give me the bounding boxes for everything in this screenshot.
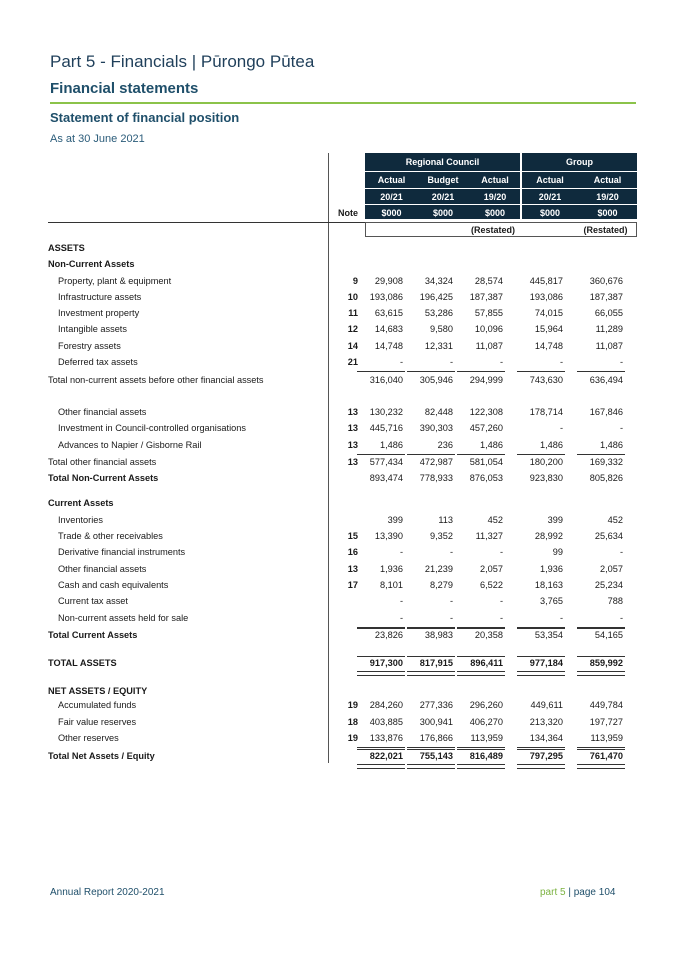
table-row [0, 751, 675, 765]
subtotal-rule [457, 371, 505, 372]
row-value: 25,634 [594, 531, 623, 541]
table-row [0, 613, 675, 627]
column-header: 19/20 [596, 191, 619, 202]
row-value: 23,826 [374, 630, 403, 640]
row-value: 11,087 [475, 341, 503, 351]
row-value: 15,964 [534, 324, 563, 334]
row-value: 761,470 [589, 751, 623, 761]
table-row [0, 259, 675, 273]
row-value: - [449, 547, 453, 557]
row-value: 316,040 [369, 375, 403, 385]
table-row [0, 423, 675, 437]
total-current-rule [517, 628, 565, 629]
row-value: - [559, 423, 563, 433]
total-assets-rule [457, 656, 505, 657]
row-value: - [619, 357, 623, 367]
row-value: 284,260 [369, 700, 403, 710]
row-label: Current Assets [48, 498, 114, 508]
note-column-header: Note [338, 208, 358, 218]
row-value: 917,300 [369, 658, 403, 668]
row-label: Forestry assets [58, 341, 121, 351]
row-value: 18,163 [534, 580, 563, 590]
row-label: Property, plant & equipment [58, 276, 172, 286]
row-value: 9,352 [430, 531, 453, 541]
row-note: 17 [347, 580, 358, 590]
table-row [0, 596, 675, 610]
row-value: 403,885 [369, 717, 403, 727]
subtotal-rule [407, 371, 455, 372]
row-value: 788 [607, 596, 623, 606]
row-value: 236 [437, 440, 453, 450]
table-row [0, 407, 675, 421]
row-note: 13 [347, 440, 358, 450]
row-label: Investment property [58, 308, 140, 318]
row-value: 38,983 [424, 630, 453, 640]
column-header: 20/21 [431, 191, 455, 202]
row-value: 893,474 [369, 473, 403, 483]
total-assets-rule [517, 656, 565, 657]
total-assets-rule [407, 656, 455, 657]
row-value: 452 [607, 515, 623, 525]
total-double-rule [457, 764, 505, 769]
row-value: 193,086 [529, 292, 563, 302]
row-label: Deferred tax assets [58, 357, 138, 367]
row-value: 8,279 [430, 580, 453, 590]
total-equity-rule [517, 749, 565, 750]
row-label: Trade & other receivables [58, 531, 163, 541]
total-double-rule [407, 671, 455, 676]
row-label: Infrastructure assets [58, 292, 142, 302]
row-value: 817,915 [419, 658, 453, 668]
row-value: 53,354 [534, 630, 563, 640]
row-value: 636,494 [589, 375, 623, 385]
row-value: 399 [547, 515, 563, 525]
table-row [0, 341, 675, 355]
table-row [0, 630, 675, 644]
subtotal-rule [577, 371, 625, 372]
row-value: 57,855 [474, 308, 503, 318]
table-row [0, 375, 675, 389]
row-value: 1,486 [600, 440, 623, 450]
row-value: 1,486 [540, 440, 563, 450]
row-value: 778,933 [419, 473, 453, 483]
row-label: Investment in Council-controlled organisations [58, 423, 246, 433]
row-note: 19 [347, 733, 358, 743]
row-value: 896,411 [470, 658, 503, 668]
column-header: 20/21 [538, 191, 562, 202]
row-value: 2,057 [480, 564, 503, 574]
row-value: - [449, 596, 453, 606]
row-value: 113,959 [470, 733, 503, 743]
row-value: 196,425 [419, 292, 453, 302]
row-value: 457,260 [469, 423, 503, 433]
row-value: 169,332 [589, 457, 623, 467]
total-current-rule [457, 628, 505, 629]
table-row [0, 700, 675, 714]
row-value: - [399, 596, 403, 606]
footer-report-name: Annual Report 2020-2021 [50, 887, 165, 898]
row-note: 9 [352, 276, 358, 286]
row-value: 180,200 [529, 457, 563, 467]
row-value: 449,784 [589, 700, 623, 710]
row-value: 14,748 [374, 341, 403, 351]
table-row [0, 324, 675, 338]
row-note: 13 [347, 407, 358, 417]
row-value: 2,057 [600, 564, 623, 574]
row-label: Non-current assets held for sale [58, 613, 189, 623]
row-value: - [619, 613, 623, 623]
row-value: 472,987 [419, 457, 453, 467]
section-title: Financial statements [50, 80, 199, 97]
row-note: 15 [347, 531, 358, 541]
statement-title: Statement of financial position [50, 110, 240, 125]
row-value: 3,765 [540, 596, 563, 606]
total-equity-rule [357, 749, 405, 750]
column-header: $000 [539, 208, 561, 218]
table-row [0, 473, 675, 487]
total-double-rule [357, 671, 405, 676]
row-value: 6,522 [480, 580, 503, 590]
row-value: 1,486 [480, 440, 503, 450]
footer-page-label [540, 887, 615, 898]
row-value: - [399, 613, 403, 623]
row-label: Total Current Assets [48, 630, 138, 640]
row-label: NET ASSETS / EQUITY [48, 686, 148, 696]
row-value: 816,489 [469, 751, 503, 761]
total-double-rule [357, 764, 405, 769]
row-value: 28,574 [474, 276, 503, 286]
row-value: 167,846 [589, 407, 623, 417]
row-label: Non-Current Assets [48, 259, 135, 269]
row-value: 54,165 [594, 630, 623, 640]
row-value: 13,390 [374, 531, 403, 541]
row-label: TOTAL ASSETS [48, 658, 117, 668]
row-label: Current tax asset [58, 596, 128, 606]
row-value: 25,234 [594, 580, 623, 590]
table-row [0, 717, 675, 731]
table-row [0, 515, 675, 529]
header-row-divider [365, 204, 637, 205]
row-value: 74,015 [534, 308, 563, 318]
row-label: Other reserves [58, 733, 119, 743]
total-assets-rule [357, 656, 405, 657]
row-value: 21,239 [424, 564, 453, 574]
row-value: 452 [487, 515, 503, 525]
row-note: 14 [347, 341, 358, 351]
column-header: $000 [432, 208, 454, 218]
row-value: 11,289 [595, 324, 623, 334]
row-value: - [449, 613, 453, 623]
header-row-divider [365, 188, 637, 189]
total-double-rule [407, 764, 455, 769]
row-value: - [619, 423, 623, 433]
total-current-rule [407, 628, 455, 629]
subtotal-rule [457, 454, 505, 455]
subtotal-rule [577, 454, 625, 455]
row-note: 18 [347, 717, 358, 727]
table-row [0, 292, 675, 306]
row-label: Total Non-Current Assets [48, 473, 159, 483]
subtotal-rule [517, 371, 565, 372]
row-value: 977,184 [529, 658, 563, 668]
row-value: 29,908 [374, 276, 403, 286]
row-value: 9,580 [430, 324, 453, 334]
column-header: $000 [484, 208, 506, 218]
row-value: 300,941 [419, 717, 453, 727]
row-value: 305,946 [419, 375, 453, 385]
column-header: Actual [481, 175, 509, 185]
row-value: 20,358 [474, 630, 503, 640]
row-value: 12,331 [424, 341, 453, 351]
row-value: 577,434 [369, 457, 403, 467]
row-value: - [619, 547, 623, 557]
row-value: 130,232 [369, 407, 403, 417]
row-value: - [399, 357, 403, 367]
row-value: 445,817 [529, 276, 563, 286]
row-value: 14,748 [534, 341, 563, 351]
row-value: - [449, 357, 453, 367]
column-header: $000 [597, 208, 618, 218]
total-assets-rule [577, 656, 625, 657]
row-value: 876,053 [469, 473, 503, 483]
row-value: 82,448 [424, 407, 453, 417]
row-value: - [499, 613, 503, 623]
column-header: 19/20 [483, 191, 507, 202]
row-value: 1,936 [380, 564, 403, 574]
row-note: 19 [347, 700, 358, 710]
statement-date: As at 30 June 2021 [50, 133, 145, 145]
header-row-divider [365, 171, 637, 172]
row-label: Total Net Assets / Equity [48, 751, 155, 761]
row-label: Advances to Napier / Gisborne Rail [58, 440, 202, 450]
row-value: 445,716 [369, 423, 403, 433]
row-label: Total non-current assets before other financial assets [48, 375, 264, 385]
row-value: 14,683 [374, 324, 403, 334]
row-value: 822,021 [369, 751, 403, 761]
row-label: Intangible assets [58, 324, 127, 334]
subtotal-rule [517, 747, 565, 748]
footer-separator: | [568, 887, 571, 898]
column-header: $000 [381, 208, 402, 218]
restated-label: (Restated) [470, 225, 515, 235]
row-note: 13 [347, 564, 358, 574]
table-row [0, 276, 675, 290]
table-row [0, 531, 675, 545]
row-value: 11,327 [475, 531, 503, 541]
table-row [0, 457, 675, 471]
row-value: 63,615 [374, 308, 403, 318]
row-value: - [559, 613, 563, 623]
column-header: Actual [377, 175, 406, 185]
row-note: 10 [347, 292, 358, 302]
row-note: 13 [347, 457, 358, 467]
total-current-rule [577, 628, 625, 629]
row-value: 449,611 [530, 700, 563, 710]
row-value: 187,387 [589, 292, 623, 302]
row-value: 66,055 [594, 308, 623, 318]
part-title: Part 5 - Financials | Pūrongo Pūtea [50, 52, 315, 71]
footer-page-number: page 104 [573, 887, 616, 898]
row-label: Fair value reserves [58, 717, 137, 727]
row-label: Inventories [58, 515, 103, 525]
row-value: 581,054 [469, 457, 503, 467]
row-value: 8,101 [380, 580, 403, 590]
row-note: 11 [348, 308, 358, 318]
row-value: 34,324 [424, 276, 453, 286]
row-value: 193,086 [369, 292, 403, 302]
table-row [0, 580, 675, 594]
total-equity-rule [407, 749, 455, 750]
subtotal-rule [577, 747, 625, 748]
row-label: Cash and cash equivalents [58, 580, 169, 590]
total-double-rule [517, 671, 565, 676]
subtotal-rule [357, 371, 405, 372]
row-value: 178,714 [529, 407, 563, 417]
table-row [0, 357, 675, 371]
table-row [0, 686, 675, 700]
row-note: 13 [347, 423, 358, 433]
row-value: 797,295 [529, 751, 563, 761]
total-equity-rule [577, 749, 625, 750]
row-value: 406,270 [469, 717, 503, 727]
row-value: 28,992 [534, 531, 563, 541]
row-value: 113,959 [590, 733, 623, 743]
header-underline [48, 222, 365, 223]
subtotal-rule [407, 454, 455, 455]
row-value: 390,303 [419, 423, 453, 433]
row-note: 16 [347, 547, 358, 557]
column-header: Budget [427, 175, 459, 185]
row-note: 21 [347, 357, 358, 367]
row-note: 12 [347, 324, 358, 334]
subtotal-rule [457, 747, 505, 748]
table-row [0, 547, 675, 561]
table-row [0, 733, 675, 747]
row-value: - [499, 547, 503, 557]
column-header: Actual [593, 175, 622, 185]
row-value: 10,096 [474, 324, 503, 334]
row-value: 197,727 [589, 717, 623, 727]
row-value: 113 [438, 515, 453, 525]
table-row [0, 498, 675, 512]
row-label: Other financial assets [58, 564, 147, 574]
row-value: - [559, 357, 563, 367]
row-value: 122,308 [469, 407, 503, 417]
row-label: Other financial assets [58, 407, 147, 417]
total-double-rule [577, 671, 625, 676]
row-value: 277,336 [419, 700, 453, 710]
row-value: - [399, 547, 403, 557]
table-row [0, 564, 675, 578]
footer-part: part 5 [540, 887, 566, 898]
column-header: 20/21 [380, 191, 403, 202]
table-row [0, 308, 675, 322]
row-value: 187,387 [469, 292, 503, 302]
table-row [0, 658, 675, 672]
row-value: 755,143 [419, 751, 453, 761]
total-double-rule [577, 764, 625, 769]
row-value: 133,876 [369, 733, 403, 743]
row-label: Accumulated funds [58, 700, 137, 710]
row-value: 923,830 [529, 473, 563, 483]
subtotal-rule [517, 454, 565, 455]
row-label: Total other financial assets [48, 457, 157, 467]
total-equity-rule [457, 749, 505, 750]
row-value: 134,364 [529, 733, 563, 743]
row-value: - [499, 596, 503, 606]
restated-label: (Restated) [583, 225, 628, 235]
row-value: 399 [387, 515, 403, 525]
row-value: 176,866 [419, 733, 453, 743]
row-value: 213,320 [529, 717, 563, 727]
column-header: Actual [536, 175, 564, 185]
subtotal-rule [357, 454, 405, 455]
row-value: 805,826 [589, 473, 623, 483]
row-value: 99 [552, 547, 563, 557]
group-header-group: Group [566, 157, 593, 167]
row-label: ASSETS [48, 243, 85, 253]
row-value: 360,676 [589, 276, 623, 286]
row-value: 859,992 [589, 658, 623, 668]
row-value: 1,486 [380, 440, 403, 450]
total-current-rule [357, 628, 405, 629]
row-value: 296,260 [469, 700, 503, 710]
row-label: Derivative financial instruments [58, 547, 186, 557]
table-row [0, 440, 675, 454]
row-value: - [499, 357, 503, 367]
row-value: 743,630 [529, 375, 563, 385]
subtotal-rule [407, 747, 455, 748]
total-double-rule [517, 764, 565, 769]
table-row [0, 243, 675, 257]
row-value: 11,087 [595, 341, 623, 351]
row-value: 1,936 [540, 564, 563, 574]
total-double-rule [457, 671, 505, 676]
row-value: 294,999 [469, 375, 503, 385]
row-value: 53,286 [424, 308, 453, 318]
group-header-council: Regional Council [405, 157, 480, 167]
subtotal-rule [357, 747, 405, 748]
